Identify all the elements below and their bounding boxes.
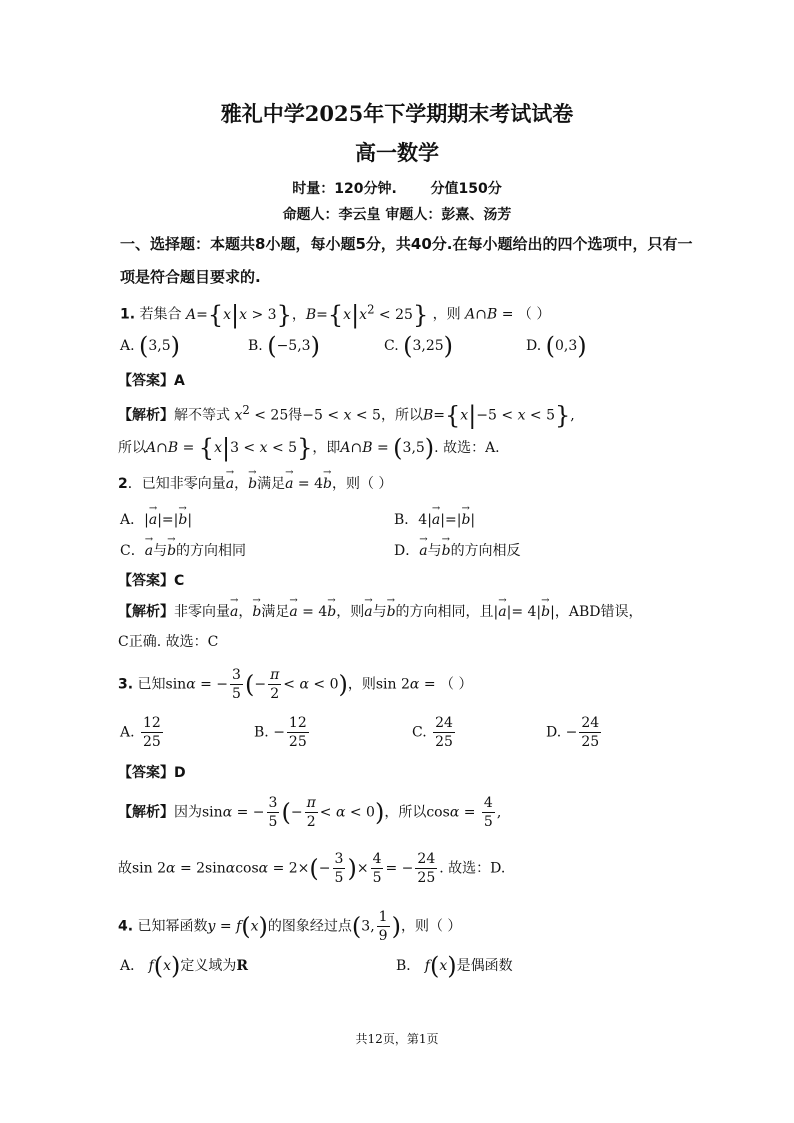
score-label: 分值150分	[430, 181, 502, 197]
section-heading-line2: 项是符合题目要求的.	[120, 268, 261, 286]
answer-label: 【答案】	[118, 573, 174, 589]
question-3-stem: 3. 已知sinα = − $\frac{3}{5}$ (− $\frac{\pi}{2}$ < α < 0)，则sin 2α = （ ）	[118, 667, 473, 702]
stem-text: ，则（ ）	[400, 918, 462, 935]
question-3-analysis-line2: 故sin 2α = 2sinαcosα = 2×(− $\frac{3}{5}$ )× $\frac{4}{5}$ = − $\frac{24}{25}$ . 故选：D.	[118, 851, 506, 886]
stem-text: 的图象经过点	[267, 918, 352, 935]
question-1-stem	[120, 299, 551, 329]
analysis-text: 非零向量	[174, 604, 230, 620]
stem-text: ，则	[432, 306, 461, 323]
option-text: 定义域为	[180, 958, 237, 974]
option-text: 与	[427, 543, 442, 559]
analysis-text: ，即	[312, 440, 341, 456]
page-footer: 共12页，第1页	[355, 1032, 439, 1046]
option-text: 的方向相同	[176, 543, 247, 559]
question-1-option-a: A. (3,5)	[120, 332, 181, 360]
analysis-label: 【解析】	[118, 407, 174, 424]
question-1-option-d: D. (0,3)	[526, 332, 587, 360]
option-text: 与	[153, 543, 168, 559]
option-text: 的方向相反	[450, 543, 521, 559]
analysis-text: ，则	[336, 604, 365, 620]
question-2-option-c: C．→ a与→ b的方向相同	[120, 541, 246, 561]
math-set-a: A={x|x > 3}，$B=\{x|x^2 < 25\}$	[185, 300, 429, 329]
question-3-answer	[118, 762, 186, 782]
question-3-option-b: B. − $\frac{12}{25}$	[254, 715, 307, 750]
question-2-analysis-line2: C正确. 故选：C	[118, 634, 219, 650]
analysis-text: ，所以	[384, 804, 427, 821]
stem-text: ，则（ ）	[331, 476, 393, 492]
question-1-option-c: C. (3,25)	[384, 332, 454, 360]
analysis-text: 得	[288, 407, 303, 424]
option-letter: C.	[384, 338, 399, 354]
analysis-text: 的方向相同，且	[395, 604, 494, 620]
analysis-text: 所以	[118, 440, 146, 456]
answer-paren: （ ）	[440, 676, 473, 693]
option-text: 是偶函数	[456, 958, 513, 974]
stem-text: ，则	[347, 676, 376, 693]
answer-value: D	[174, 765, 186, 781]
question-4-stem: 4. 已知幂函数y = f(x)的图象经过点(3, $\frac{1}{9}$ )，则（ ）	[118, 909, 462, 944]
question-2-option-b: B．4|→ a|=|→ b|	[394, 510, 475, 530]
question-1-analysis-line2: 所以A∩B = {x|3 < x < 5}，即A∩B = (3,5). 故选：A.	[118, 434, 500, 462]
analysis-label: 【解析】	[118, 804, 174, 821]
time-label: 时量：120分钟.	[292, 181, 397, 197]
question-number: 1.	[120, 306, 136, 323]
analysis-text: 与	[372, 604, 387, 620]
option-letter: D.	[526, 338, 542, 354]
answer-label: 【答案】	[118, 765, 174, 781]
question-4-option-a: A． f(x)定义域为R	[120, 952, 249, 980]
stem-text: 满足	[257, 476, 286, 492]
stem-text: 若集合	[139, 306, 182, 323]
stem-text: 已知幂函数	[137, 918, 208, 935]
answer-paren: （ ）	[517, 306, 551, 323]
question-1-answer	[118, 370, 185, 390]
answer-label: 【答案】	[118, 373, 174, 389]
exam-subject: 高一数学	[355, 140, 439, 165]
question-3-analysis-line1: 【解析】因为sinα = − $\frac{3}{5}$ (− $\frac{\pi}{2}$ < α < 0)，所以cosα = $\frac{4}{5}$ ,	[118, 795, 502, 830]
question-1-option-b: B. (−5,3)	[248, 332, 320, 360]
question-number: 2	[118, 476, 128, 492]
question-number: 4.	[118, 918, 134, 935]
option-letter: B.	[248, 338, 263, 354]
question-4-option-b: B． f(x)是偶函数	[396, 952, 513, 980]
option-letter: A.	[120, 338, 135, 354]
analysis-text: ，所以	[380, 407, 423, 424]
stem-text: 已知	[137, 676, 166, 693]
section-heading-line1: 一、选择题：本题共8小题，每小题5分，共40分.在每小题给出的四个选项中，只有一	[120, 235, 693, 253]
exam-time-score	[0, 178, 794, 198]
analysis-label: 【解析】	[118, 604, 174, 620]
question-number: 3.	[118, 676, 134, 693]
question-3-option-a: A. $\frac{12}{25}$	[120, 715, 161, 750]
analysis-text: 故	[118, 860, 132, 877]
analysis-text: . 故选：D.	[439, 860, 506, 877]
exam-authors: 命题人：李云皇 审题人：彭熹、汤芳	[282, 207, 512, 223]
question-2-stem: 2．已知非零向量→ a，→ b满足→ a = 4→ b，则（ ）	[118, 474, 392, 494]
answer-value: A	[174, 373, 185, 389]
question-2-analysis-line1: 【解析】非零向量→ a，→ b满足→ a = 4→ b，则→ a与→ b的方向相同，且|→ a|= 4|→ b|，ABD错误，	[118, 602, 642, 622]
question-1-analysis-line1: 【解析】解不等式 $x^2 < 25$得−5 < x < 5，所以B={x|−5 < x < 5},	[118, 401, 575, 430]
question-2-answer	[118, 570, 184, 590]
answer-value: C	[174, 573, 185, 589]
analysis-text: 因为	[174, 804, 202, 821]
question-3-option-d: D. − $\frac{24}{25}$	[546, 715, 600, 750]
analysis-text: 解不等式	[174, 407, 230, 424]
analysis-text: 满足	[261, 604, 290, 620]
question-2-option-d: D．→ a与→ b的方向相反	[394, 541, 521, 561]
analysis-text: . 故选：A.	[434, 440, 500, 456]
math-expr: A∩B =	[465, 306, 514, 323]
stem-text: ．已知非零向量	[127, 476, 226, 492]
question-2-option-a: A．|→ a|=|→ b|	[120, 510, 192, 530]
exam-title: 雅礼中学2025年下学期期末考试试卷	[220, 101, 574, 126]
analysis-text: ，ABD错误，	[554, 604, 643, 620]
question-3-option-c: C. $\frac{24}{25}$	[412, 715, 453, 750]
